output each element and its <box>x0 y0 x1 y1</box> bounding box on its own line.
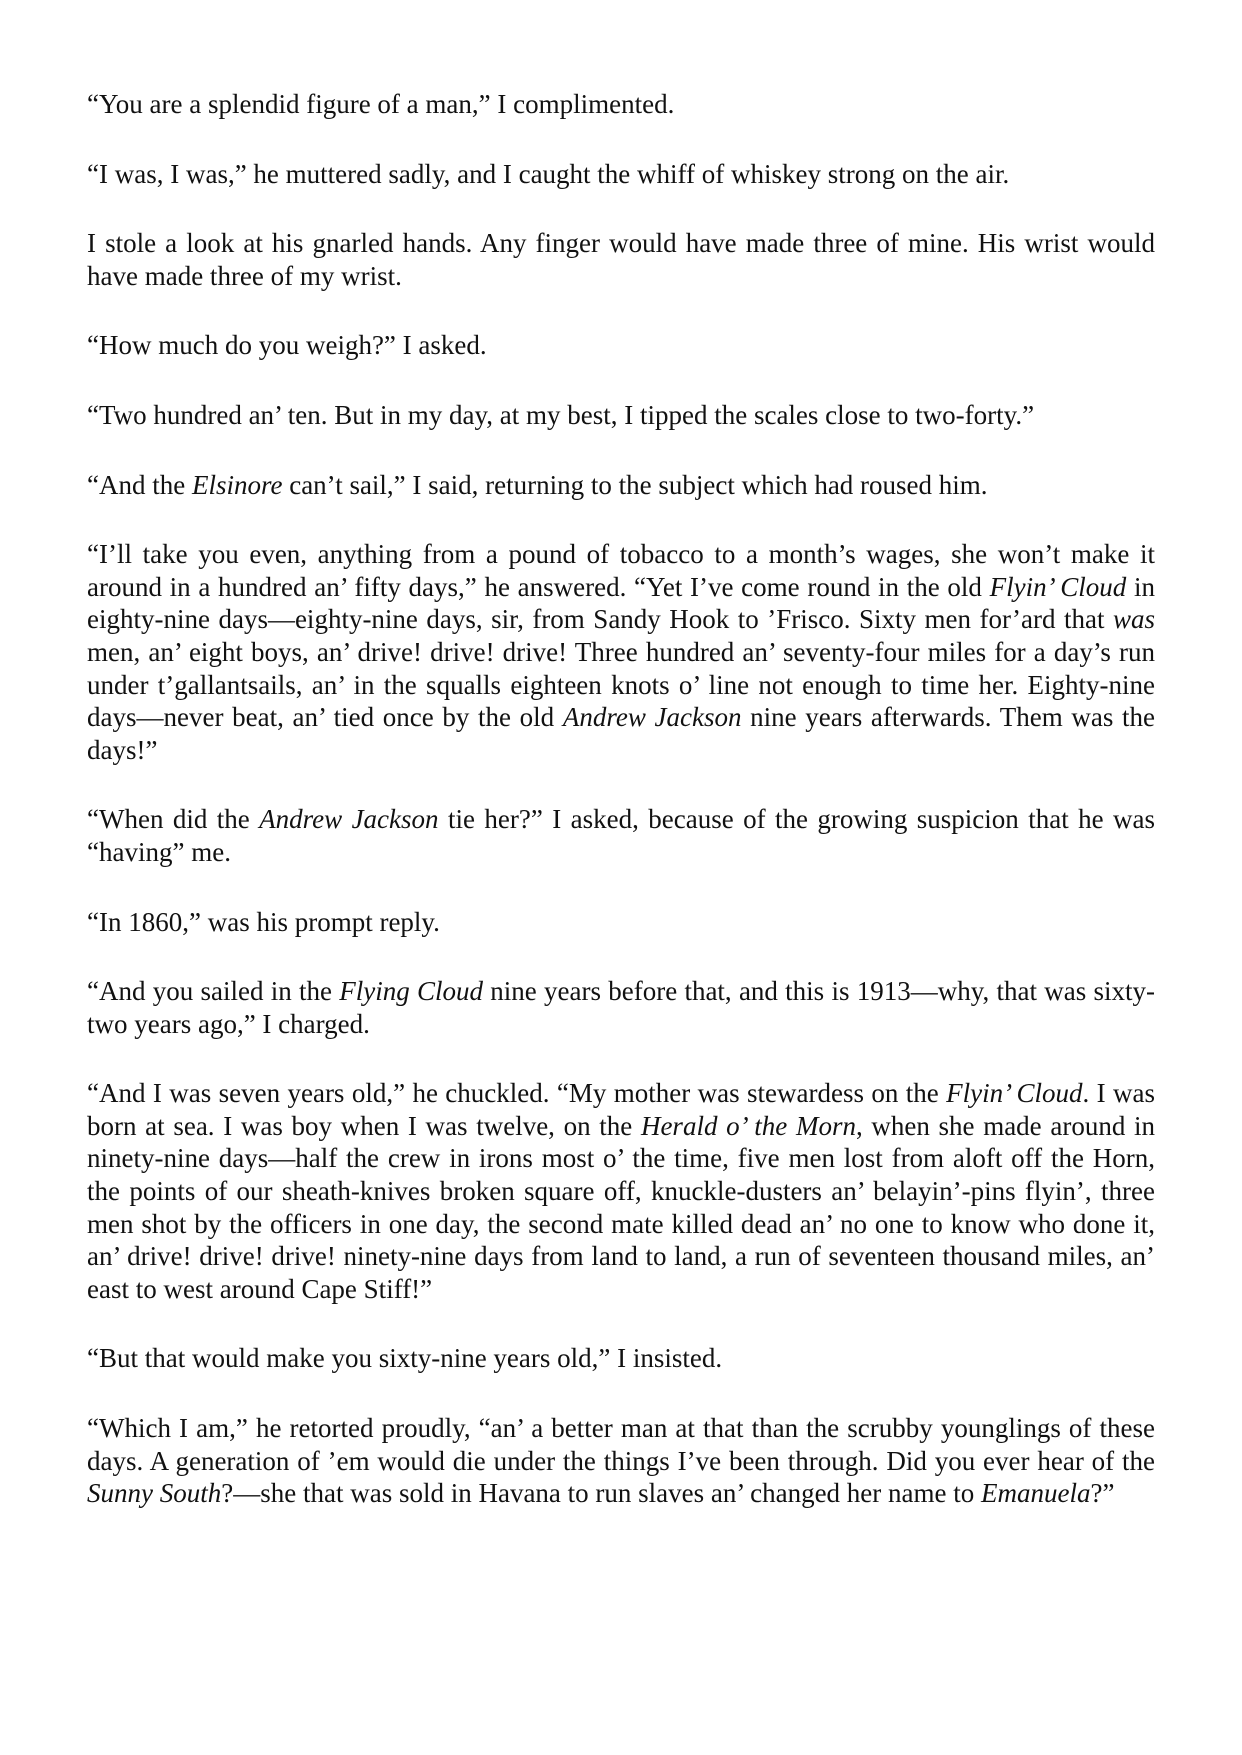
text-segment: nine years before that, and this is 1913—why, that was sixty-two years ago,” I charged. <box>87 976 1155 1039</box>
ship-name-andrew-jackson: Andrew Jackson <box>562 702 742 733</box>
text-segment: “How much do you weigh?” I asked. <box>87 330 487 361</box>
text-segment: “I’ll take you even, anything from a pound of tobacco to a month’s wages, she won’t make it around in a hundred an’ fifty days,” he answered. “Yet I’ve come round in the old <box>87 539 1155 602</box>
text-segment: in eighty-nine days—eighty-nine days, sir, from Sandy Hook to ’Frisco. Sixty men for’ard that <box>87 571 1155 635</box>
ship-name-sunny-south: Sunny South <box>87 1478 222 1509</box>
ship-name-emanuela: Emanuela <box>981 1478 1091 1509</box>
text-segment: “Two hundred an’ ten. But in my day, at my best, I tipped the scales close to two-forty.” <box>87 399 1035 430</box>
paragraph-12 <box>87 1342 1155 1375</box>
text-segment: . I was born at sea. I was boy when I was twelve, on the <box>87 1078 1155 1141</box>
text-segment: can’t sail,” I said, returning to the subject which had roused him. <box>282 469 988 500</box>
ship-name-andrew-jackson: Andrew Jackson <box>259 804 439 835</box>
text-segment: men, an’ eight boys, an’ drive! drive! drive! Three hundred an’ seventy-four miles for a day’s run under t’gallantsails, an’ in the squalls eighteen knots o’ line not enough to time her. Eighty-nine days—never beat, an’ tied once by the old <box>87 636 1155 733</box>
ship-name-flying-cloud: Flying Cloud <box>339 976 483 1007</box>
ship-name-flyin-cloud: Flyin’ Cloud <box>989 571 1127 602</box>
paragraph-6 <box>87 469 1155 502</box>
text-segment: “Which I am,” he retorted proudly, “an’ a better man at that than the scrubby younglings of these days. A generation of ’em would die under the things I’ve been through. Did you ever hear of the <box>87 1413 1155 1476</box>
text-segment: “You are a splendid figure of a man,” I complimented. <box>87 89 675 119</box>
paragraph-5 <box>87 399 1155 432</box>
paragraph-1 <box>87 88 1155 121</box>
paragraph-13 <box>87 1412 1155 1510</box>
paragraph-10 <box>87 975 1155 1040</box>
text-segment: , when she made around in ninety-nine days—half the crew in irons most o’ the time, five men lost from aloft off the Horn, the points of our sheath-knives broken square off, knuckle-dusters an’ belayin’-pins flyin’, three men shot by the officers in one day, the second mate killed dead an’ no one to know who done it, an’ drive! drive! drive! ninety-nine days from land to land, a run of seventeen thousand miles, an’ east to west around Cape Stiff!” <box>87 1110 1155 1304</box>
paragraph-8 <box>87 803 1155 868</box>
page-body <box>87 88 1155 1547</box>
text-segment: tie her?” I asked, because of the growing suspicion that he was “having” me. <box>87 804 1155 867</box>
paragraph-2 <box>87 158 1155 191</box>
paragraph-11 <box>87 1077 1155 1305</box>
ship-name-flyin-cloud: Flyin’ Cloud <box>946 1078 1083 1109</box>
text-segment: ?” <box>1090 1478 1115 1509</box>
text-segment: “I was, I was,” he muttered sadly, and I caught the whiff of whiskey strong on the air. <box>87 158 1010 189</box>
paragraph-7 <box>87 538 1155 766</box>
paragraph-9 <box>87 906 1155 939</box>
ship-name-herald-o-the-morn: Herald o’ the Morn <box>640 1110 856 1141</box>
emphasis-was: was <box>1112 604 1155 635</box>
text-segment: nine years afterwards. Them was the days!” <box>87 702 1155 765</box>
text-segment: “In 1860,” was his prompt reply. <box>87 906 440 937</box>
text-segment: I stole a look at his gnarled hands. Any finger would have made three of mine. His wrist would have made three of my wrist. <box>87 228 1155 291</box>
text-segment: “And I was seven years old,” he chuckled. “My mother was stewardess on the <box>87 1078 947 1109</box>
ship-name-elsinore: Elsinore <box>191 469 283 500</box>
text-segment: “When did the <box>87 804 260 835</box>
paragraph-4 <box>87 329 1155 362</box>
text-segment: “And the <box>87 469 192 500</box>
paragraph-3 <box>87 227 1155 292</box>
text-segment: “But that would make you sixty-nine years old,” I insisted. <box>87 1343 723 1374</box>
text-segment: “And you sailed in the <box>87 976 340 1007</box>
text-segment: ?—she that was sold in Havana to run slaves an’ changed her name to <box>221 1478 982 1509</box>
